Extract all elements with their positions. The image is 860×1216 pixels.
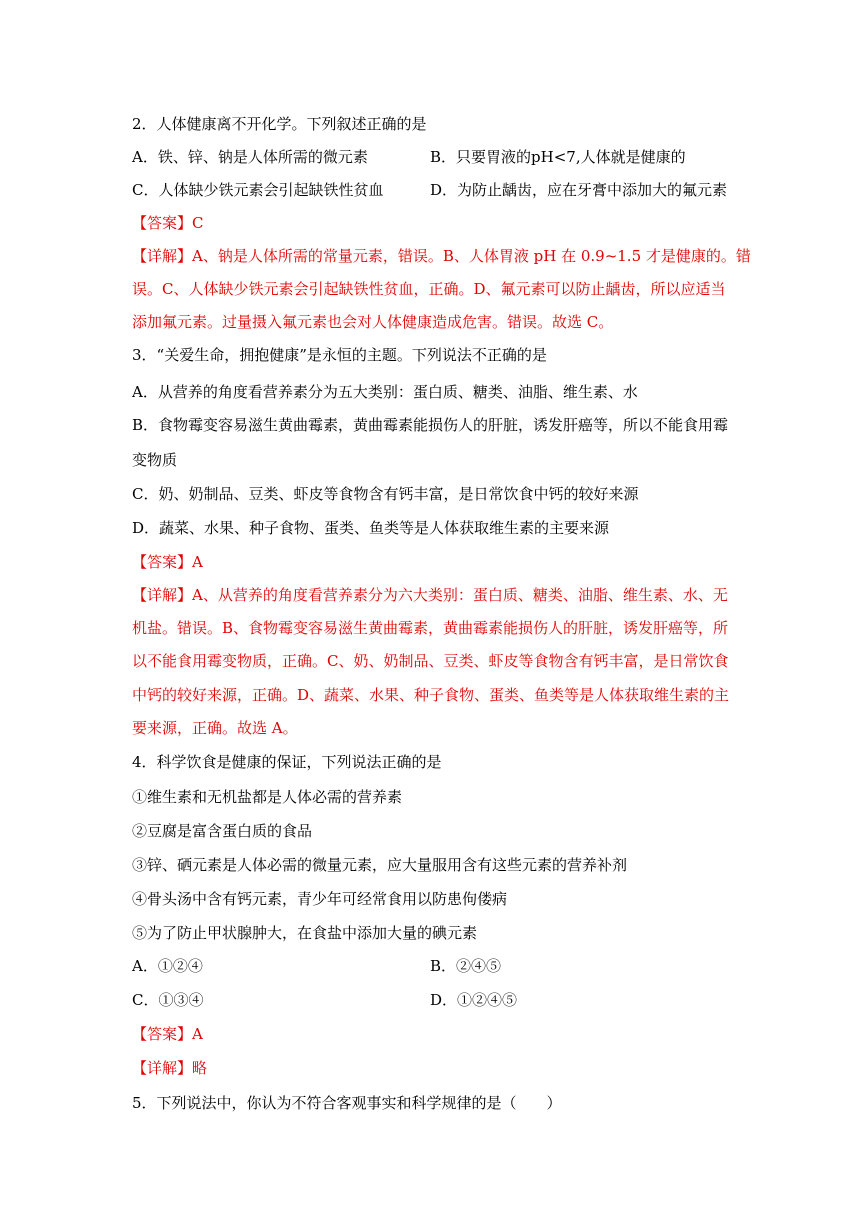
q4-option-b: B．②④⑤ [430, 957, 502, 975]
q2-option-d: D．为防止龋齿，应在牙膏中添加大的氟元素 [430, 181, 728, 199]
q3-option-d: D．蔬菜、水果、种子食物、蛋类、鱼类等是人体获取维生素的主要来源 [132, 519, 610, 537]
q3-detail-line: 要来源，正确。故选 A。 [132, 719, 298, 737]
q2-detail-line: 【详解】A、钠是人体所需的常量元素，错误。B、人体胃液 pH 在 0.9~1.5 才是健康的。错 [132, 247, 751, 265]
q2-option-c: C．人体缺少铁元素会引起缺铁性贫血 [132, 181, 384, 199]
q2-detail-line: 添加氟元素。过量摄入氟元素也会对人体健康造成危害。错误。故选 C。 [132, 313, 614, 331]
q3-option-a: A．从营养的角度看营养素分为五大类别：蛋白质、糖类、油脂、维生素、水 [132, 383, 638, 401]
q2-stem: 2．人体健康离不开化学。下列叙述正确的是 [132, 115, 427, 133]
q3-option-b-cont: 变物质 [132, 451, 178, 469]
q2-answer: 【答案】C [132, 214, 204, 232]
q4-stem: 4．科学饮食是健康的保证，下列说法正确的是 [132, 753, 442, 771]
q4-detail: 【详解】略 [132, 1059, 208, 1077]
q3-stem: 3．“关爱生命，拥抱健康”是永恒的主题。下列说法不正确的是 [132, 346, 547, 364]
q2-option-a: A．铁、锌、钠是人体所需的微元素 [132, 148, 368, 166]
q3-detail-line: 中钙的较好来源，正确。D、蔬菜、水果、种子食物、蛋类、鱼类等是人体获取维生素的主 [132, 686, 730, 704]
q3-detail-line: 机盐。错误。B、食物霉变容易滋生黄曲霉素，黄曲霉素能损伤人的肝脏，诱发肝癌等，所 [132, 619, 729, 637]
q3-option-b: B．食物霉变容易滋生黄曲霉素，黄曲霉素能损伤人的肝脏，诱发肝癌等，所以不能食用霉 [132, 416, 729, 434]
q2-option-b: B．只要胃液的pH<7,人体就是健康的 [430, 148, 686, 166]
q4-statement: ②豆腐是富含蛋白质的食品 [132, 822, 313, 840]
q3-option-c: C．奶、奶制品、豆类、虾皮等食物含有钙丰富，是日常饮食中钙的较好来源 [132, 485, 639, 503]
q4-option-d: D．①②④⑤ [430, 991, 518, 1009]
q4-answer: 【答案】A [132, 1025, 203, 1043]
q4-statement: ④骨头汤中含有钙元素，青少年可经常食用以防患佝偻病 [132, 890, 508, 908]
q4-option-a: A．①②④ [132, 957, 203, 975]
q4-statement: ①维生素和无机盐都是人体必需的营养素 [132, 788, 403, 806]
q5-stem: 5．下列说法中，你认为不符合客观事实和科学规律的是（ ） [132, 1094, 562, 1112]
q4-option-c: C．①③④ [132, 991, 204, 1009]
q3-answer: 【答案】A [132, 553, 203, 571]
q3-detail-line: 【详解】A、从营养的角度看营养素分为六大类别：蛋白质、糖类、油脂、维生素、水、无 [132, 586, 728, 604]
q3-detail-line: 以不能食用霉变物质，正确。C、奶、奶制品、豆类、虾皮等食物含有钙丰富，是日常饮食 [132, 652, 729, 670]
q2-detail-line: 误。C、人体缺少铁元素会引起缺铁性贫血，正确。D、氟元素可以防止龋齿，所以应适当 [132, 280, 726, 298]
q4-statement: ⑤为了防止甲状腺肿大，在食盐中添加大量的碘元素 [132, 924, 478, 942]
q4-statement: ③锌、硒元素是人体必需的微量元素，应大量服用含有这些元素的营养补剂 [132, 856, 628, 874]
